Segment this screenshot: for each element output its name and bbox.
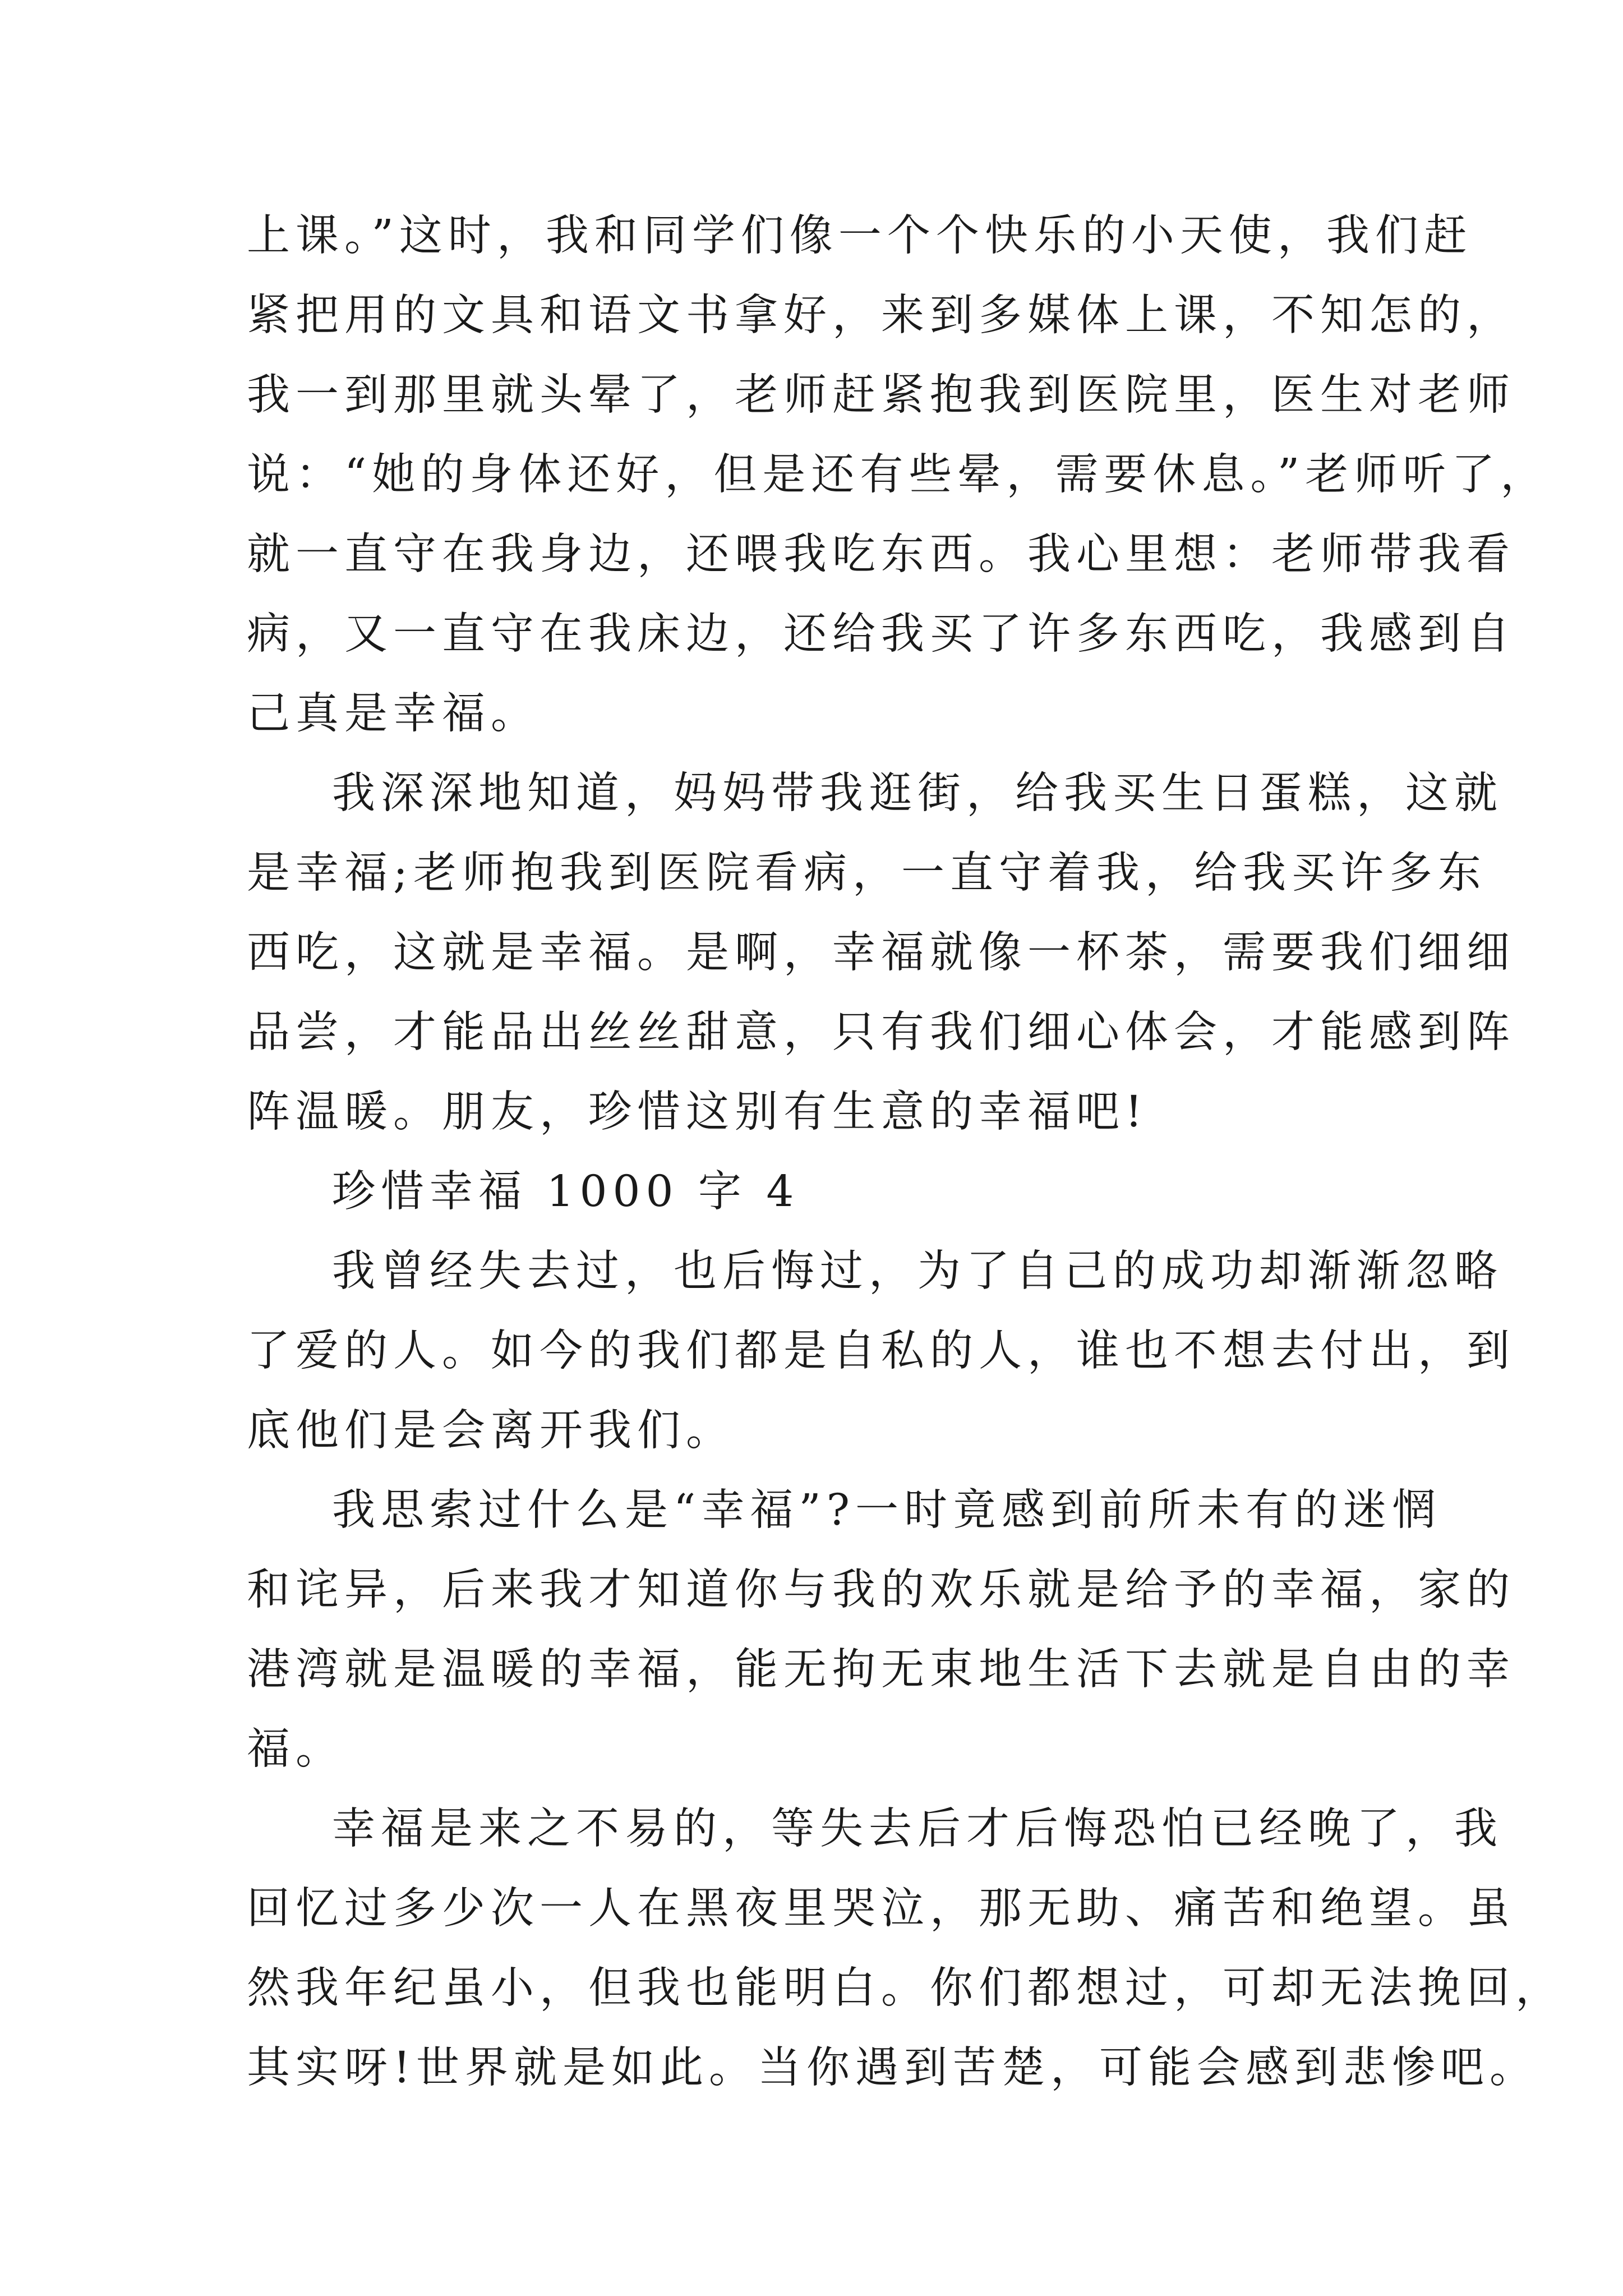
text-line: 说：“她的身体还好，但是还有些晕，需要休息。”老师听了， bbox=[247, 450, 1550, 500]
text-line: 我一到那里就头晕了，老师赶紧抱我到医院里，医生对老师 bbox=[247, 370, 1515, 420]
text-line: 港湾就是温暖的幸福，能无拘无束地生活下去就是自由的幸 bbox=[247, 1645, 1515, 1695]
document-body bbox=[247, 211, 1564, 2126]
section-heading: 珍惜幸福 1000 字 4 bbox=[332, 1167, 800, 1217]
paragraph-start-line: 我深深地知道，妈妈带我逛街，给我买生日蛋糕，这就 bbox=[332, 769, 1503, 818]
text-line: 福。 bbox=[247, 1724, 344, 1774]
text-line: 了爱的人。如今的我们都是自私的人，谁也不想去付出，到 bbox=[247, 1326, 1515, 1376]
text-line: 阵温暖。朋友，珍惜这别有生意的幸福吧! bbox=[247, 1087, 1148, 1137]
text-line: 紧把用的文具和语文书拿好，来到多媒体上课，不知怎的， bbox=[247, 291, 1515, 341]
text-line: 底他们是会离开我们。 bbox=[247, 1406, 735, 1456]
text-line: 是幸福;老师抱我到医院看病，一直守着我，给我买许多东 bbox=[247, 848, 1487, 898]
text-line: 其实呀!世界就是如此。当你遇到苦楚，可能会感到悲惨吧。 bbox=[247, 2043, 1538, 2093]
text-line: 病，又一直守在我床边，还给我买了许多东西吃，我感到自 bbox=[247, 609, 1515, 659]
paragraph-start-line: 幸福是来之不易的，等失去后才后悔恐怕已经晚了，我 bbox=[332, 1804, 1503, 1854]
text-line: 和诧异，后来我才知道你与我的欢乐就是给予的幸福，家的 bbox=[247, 1565, 1515, 1615]
text-line: 己真是幸福。 bbox=[247, 689, 540, 739]
text-line: 然我年纪虽小，但我也能明白。你们都想过，可却无法挽回， bbox=[247, 1963, 1564, 2013]
text-line: 品尝，才能品出丝丝甜意，只有我们细心体会，才能感到阵 bbox=[247, 1007, 1515, 1057]
text-line: 西吃，这就是幸福。是啊，幸福就像一杯茶，需要我们细细 bbox=[247, 928, 1515, 978]
text-line: 上课。”这时，我和同学们像一个个快乐的小天使，我们赶 bbox=[247, 211, 1473, 261]
paragraph-start-line: 我思索过什么是“幸福”?一时竟感到前所未有的迷惘 bbox=[332, 1485, 1441, 1535]
paragraph-start-line: 我曾经失去过，也后悔过，为了自己的成功却渐渐忽略 bbox=[332, 1246, 1503, 1296]
text-line: 就一直守在我身边，还喂我吃东西。我心里想：老师带我看 bbox=[247, 530, 1515, 579]
text-line: 回忆过多少次一人在黑夜里哭泣，那无助、痛苦和绝望。虽 bbox=[247, 1884, 1515, 1934]
